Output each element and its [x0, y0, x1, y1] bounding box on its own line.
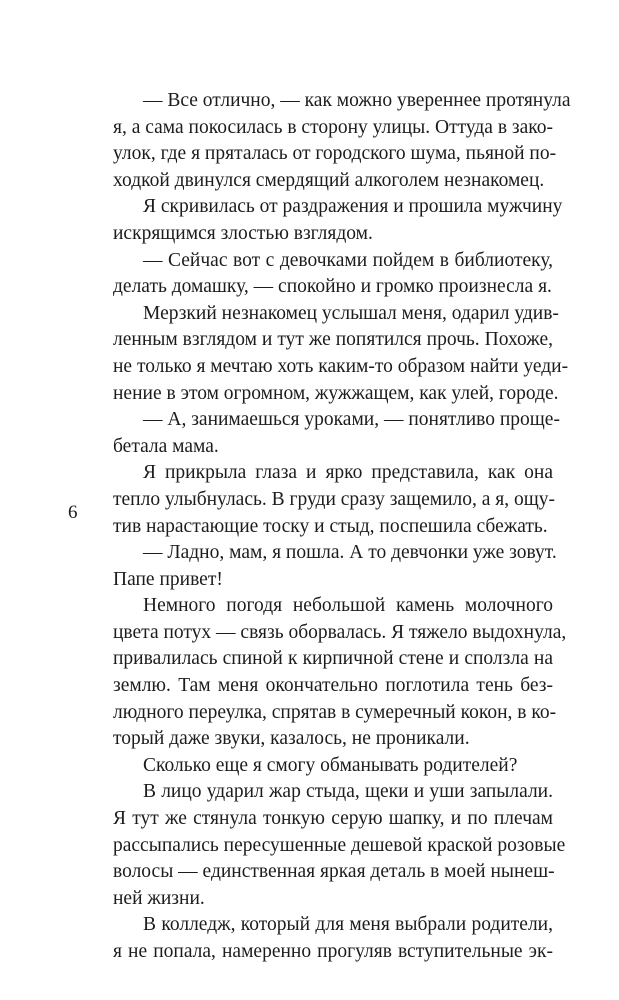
text-line: рассыпались пересушенные дешевой краской розовые [113, 834, 566, 856]
text-line: делать домашку, — спокойно и громко произнесла я. [113, 276, 552, 298]
text-line: В колледж, который для меня выбрали родители, [143, 914, 553, 936]
text-line: нение в этом огромном, жужжащем, как улей, городе. [113, 382, 559, 404]
text-line: Сколько еще я смогу обманывать родителей? [143, 754, 518, 776]
text-line: привалилась спиной к кирпичной стене и сползла на [113, 648, 553, 670]
text-line: тив нарастающие тоску и стыд, поспешила сбежать. [113, 515, 548, 537]
text-line: тепло улыбнулась. В груди сразу защемило, а я, ощу- [113, 488, 556, 510]
text-line: — Сейчас вот с девочками пойдем в библиотеку, [143, 249, 553, 271]
text-line: Я прикрыла глаза и ярко представила, как она [143, 462, 553, 484]
text-line: улок, где я пряталась от городского шума, пьяной по- [113, 143, 557, 165]
text-line: торый даже звуки, казалось, не проникали. [113, 728, 470, 750]
text-line: землю. Там меня окончательно поглотила тень без- [113, 675, 553, 697]
text-line: В лицо ударил жар стыда, щеки и уши запылали. [143, 781, 553, 803]
text-line: ходкой двинулся смердящий алкоголем незнакомец. [113, 169, 545, 191]
text-line: я, а сама покосилась в сторону улицы. Оттуда в зако- [113, 116, 554, 138]
text-line: — Все отлично, — как можно увереннее протянула [143, 90, 571, 111]
body-text [113, 88, 571, 966]
text-line: Я скривилась от раздражения и прошила мужчину [143, 196, 563, 218]
page-number: 6 [68, 502, 78, 523]
text-line: ней жизни. [113, 887, 205, 909]
text-line: волосы — единственная яркая деталь в моей нынеш- [113, 861, 555, 883]
text-line: Я тут же стянула тонкую серую шапку, и по плечам [113, 808, 553, 830]
text-line: Мерзкий незнакомец услышал меня, одарил удив- [143, 302, 559, 324]
text-line: цвета потух — связь оборвалась. Я тяжело выдохнула, [113, 621, 567, 643]
text-line: бетала мама. [113, 435, 219, 457]
text-line: людного переулка, спрятав в сумеречный кокон, в ко- [113, 701, 557, 723]
text-line: искрящимся злостью взглядом. [113, 222, 373, 244]
text-line: — А, занимаешься уроками, — понятливо проще- [143, 409, 560, 431]
text-line: ленным взглядом и тут же попятился прочь. Похоже, [113, 329, 553, 351]
text-line: я не попала, намеренно прогуляв вступительные эк- [113, 941, 553, 962]
text-line: Немного погодя небольшой камень молочного [143, 595, 553, 617]
text-line: — Ладно, мам, я пошла. А то девчонки уже зовут. [143, 542, 557, 564]
text-line: Папе привет! [113, 568, 223, 590]
text-line: не только я мечтаю хоть каким-то образом найти уеди- [113, 355, 569, 377]
